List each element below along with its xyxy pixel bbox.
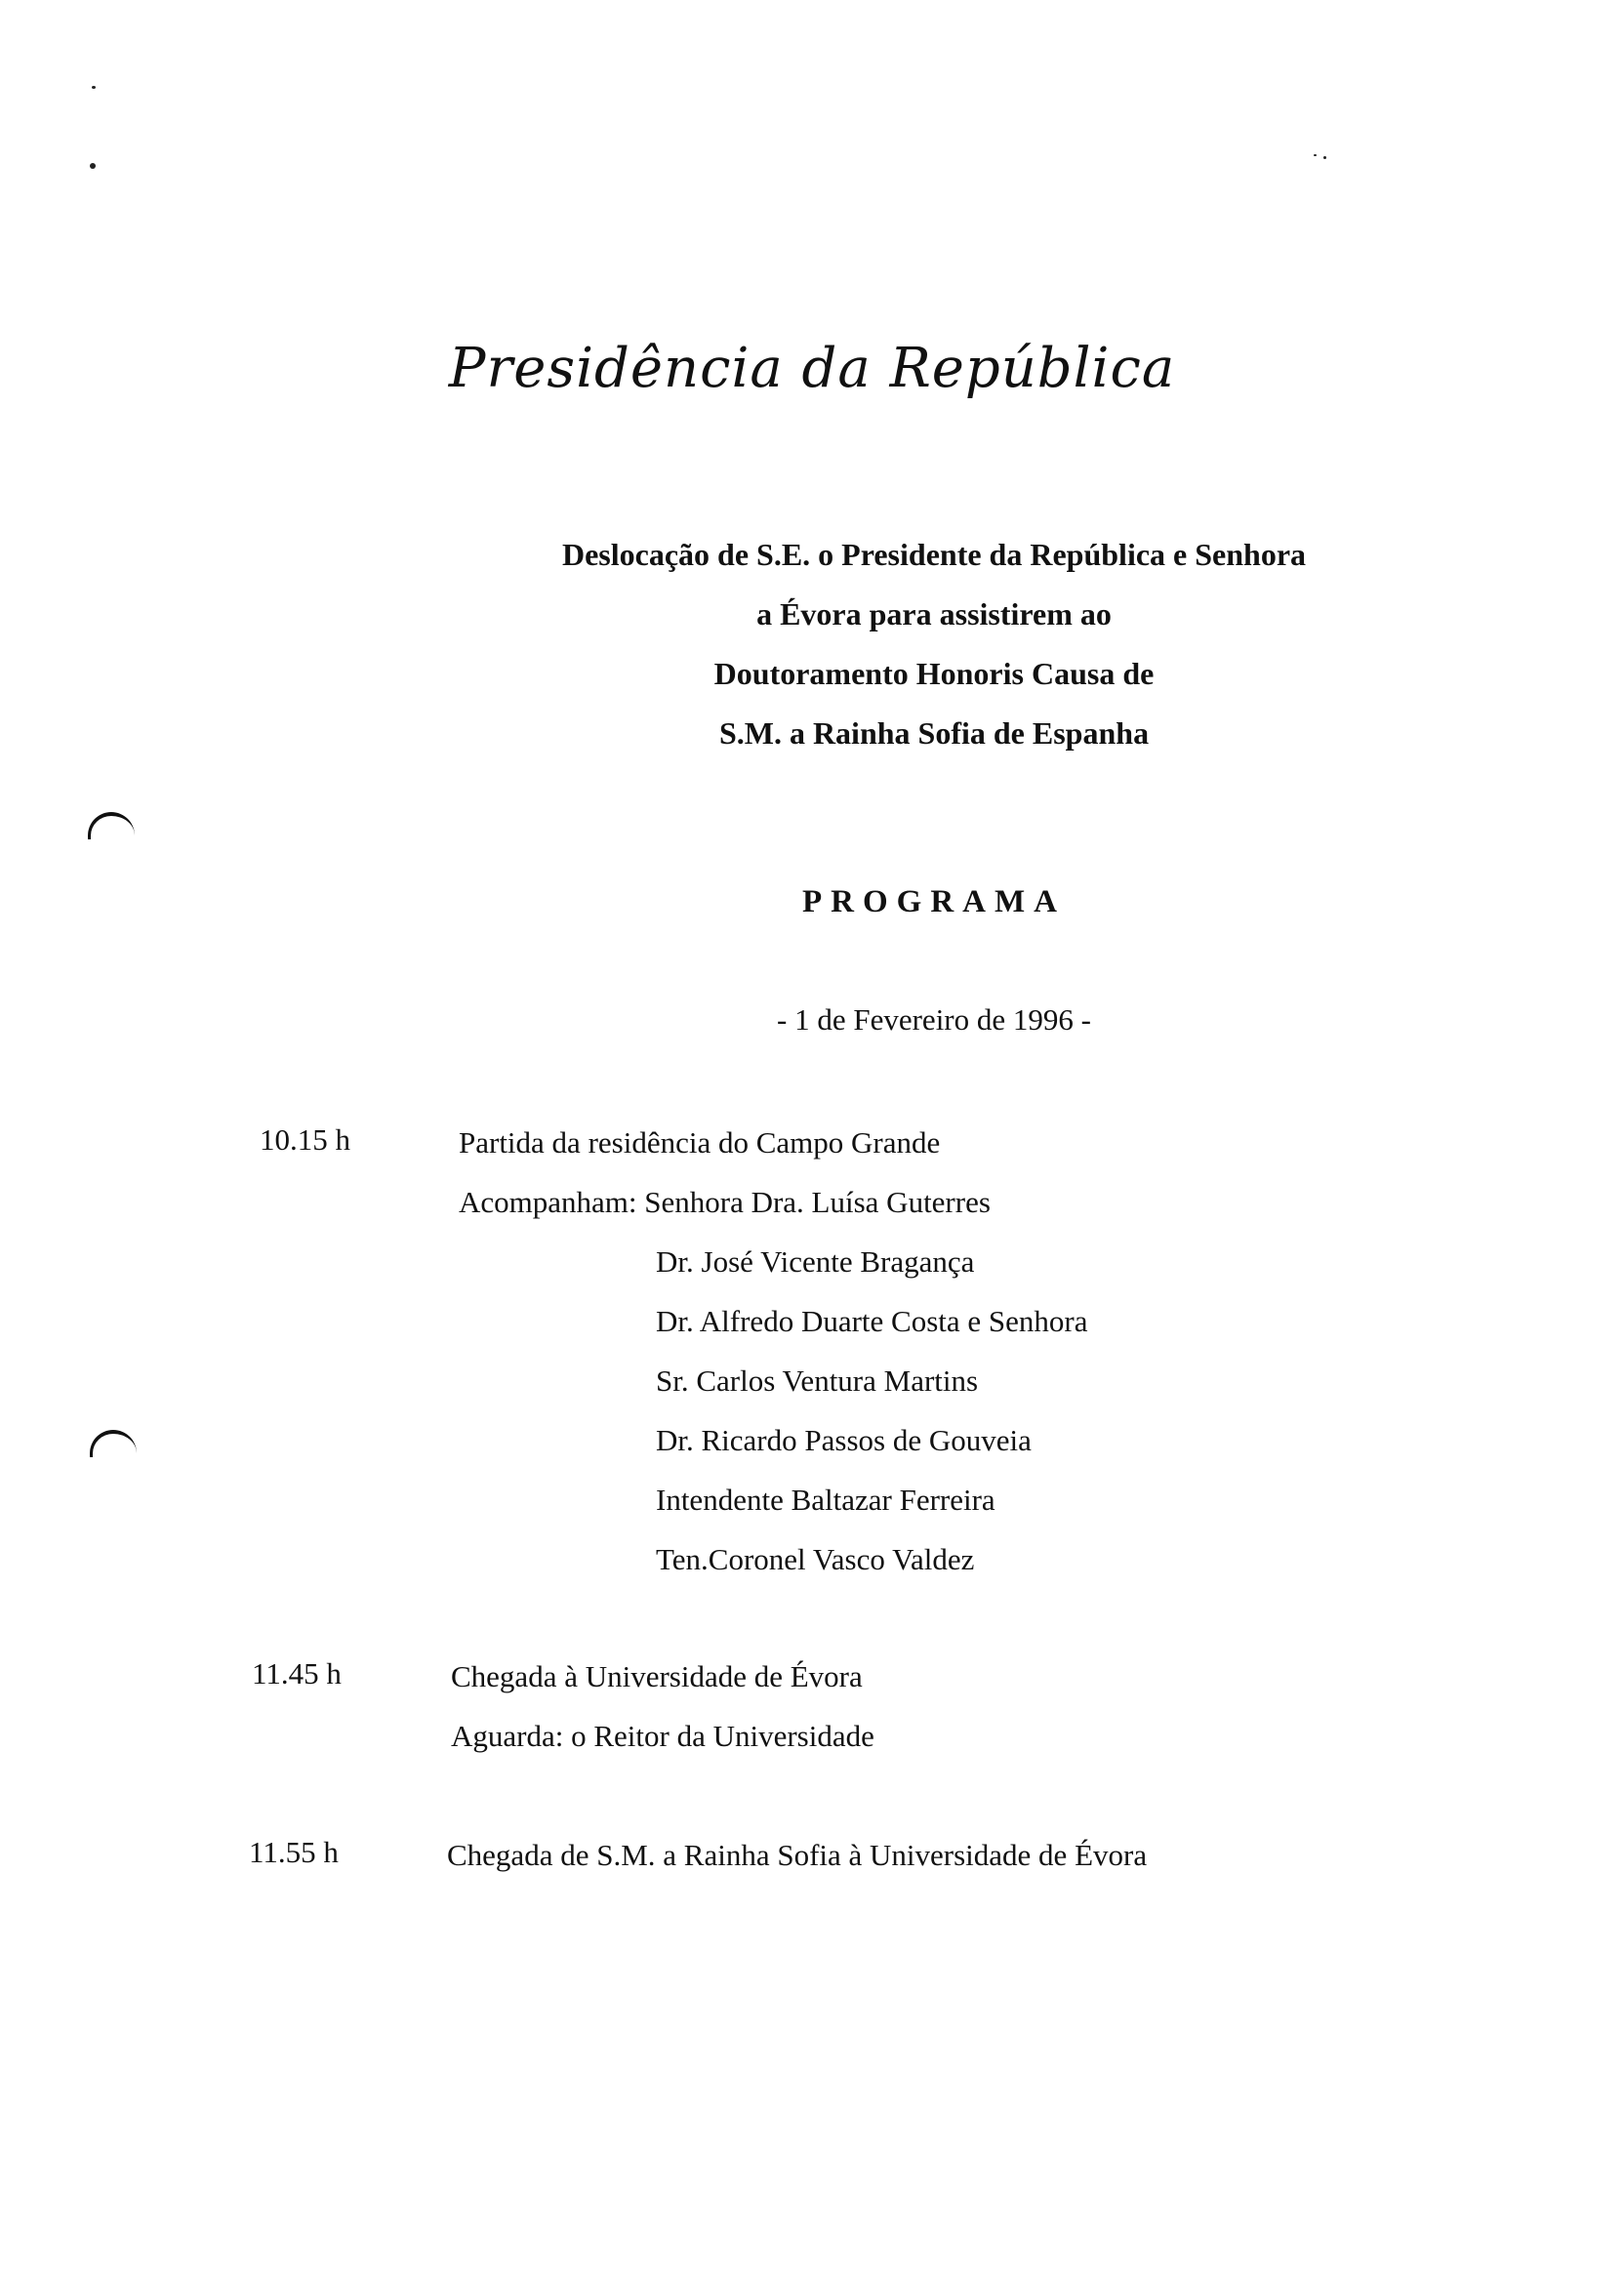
scan-speck <box>92 86 96 89</box>
scan-speck <box>1314 154 1317 156</box>
schedule-line: Acompanham: Senhora Dra. Luísa Guterres <box>459 1185 991 1219</box>
title-line: a Évora para assistirem ao <box>756 596 1112 631</box>
title-line: Doutoramento Honoris Causa de <box>713 656 1155 691</box>
schedule-line: Partida da residência do Campo Grande <box>459 1125 941 1160</box>
event-date: - 1 de Fevereiro de 1996 - <box>777 1002 1091 1037</box>
schedule-line: Chegada à Universidade de Évora <box>451 1659 863 1693</box>
schedule-time: 11.45 h <box>252 1656 342 1690</box>
schedule-time: 11.55 h <box>249 1835 339 1869</box>
schedule-entry <box>451 1647 874 1766</box>
title-line: S.M. a Rainha Sofia de Espanha <box>718 715 1150 751</box>
scan-speck <box>1323 156 1326 159</box>
programa-heading: PROGRAMA <box>802 884 1066 919</box>
companion-name: Sr. Carlos Ventura Martins <box>656 1364 979 1398</box>
document-title <box>0 525 1624 763</box>
schedule-line: Aguarda: o Reitor da Universidade <box>451 1719 874 1753</box>
companion-name: Ten.Coronel Vasco Valdez <box>656 1542 975 1576</box>
scan-speck <box>90 163 96 169</box>
punch-hole-mark <box>88 812 135 839</box>
schedule-line: Chegada de S.M. a Rainha Sofia à Universidade de Évora <box>447 1838 1148 1872</box>
companion-name: Dr. Alfredo Duarte Costa e Senhora <box>656 1304 1088 1338</box>
companion-name: Intendente Baltazar Ferreira <box>656 1483 995 1517</box>
companion-name: Dr. Ricardo Passos de Gouveia <box>656 1423 1032 1457</box>
schedule-entry <box>447 1825 1147 1885</box>
companion-name: Dr. José Vicente Bragança <box>656 1244 975 1279</box>
title-line: Deslocação de S.E. o Presidente da República e Senhora <box>561 537 1307 572</box>
schedule-time: 10.15 h <box>260 1122 350 1157</box>
punch-hole-mark <box>90 1430 137 1457</box>
letterhead: Presidência da República <box>448 337 1176 400</box>
schedule-entry <box>459 1113 1088 1589</box>
